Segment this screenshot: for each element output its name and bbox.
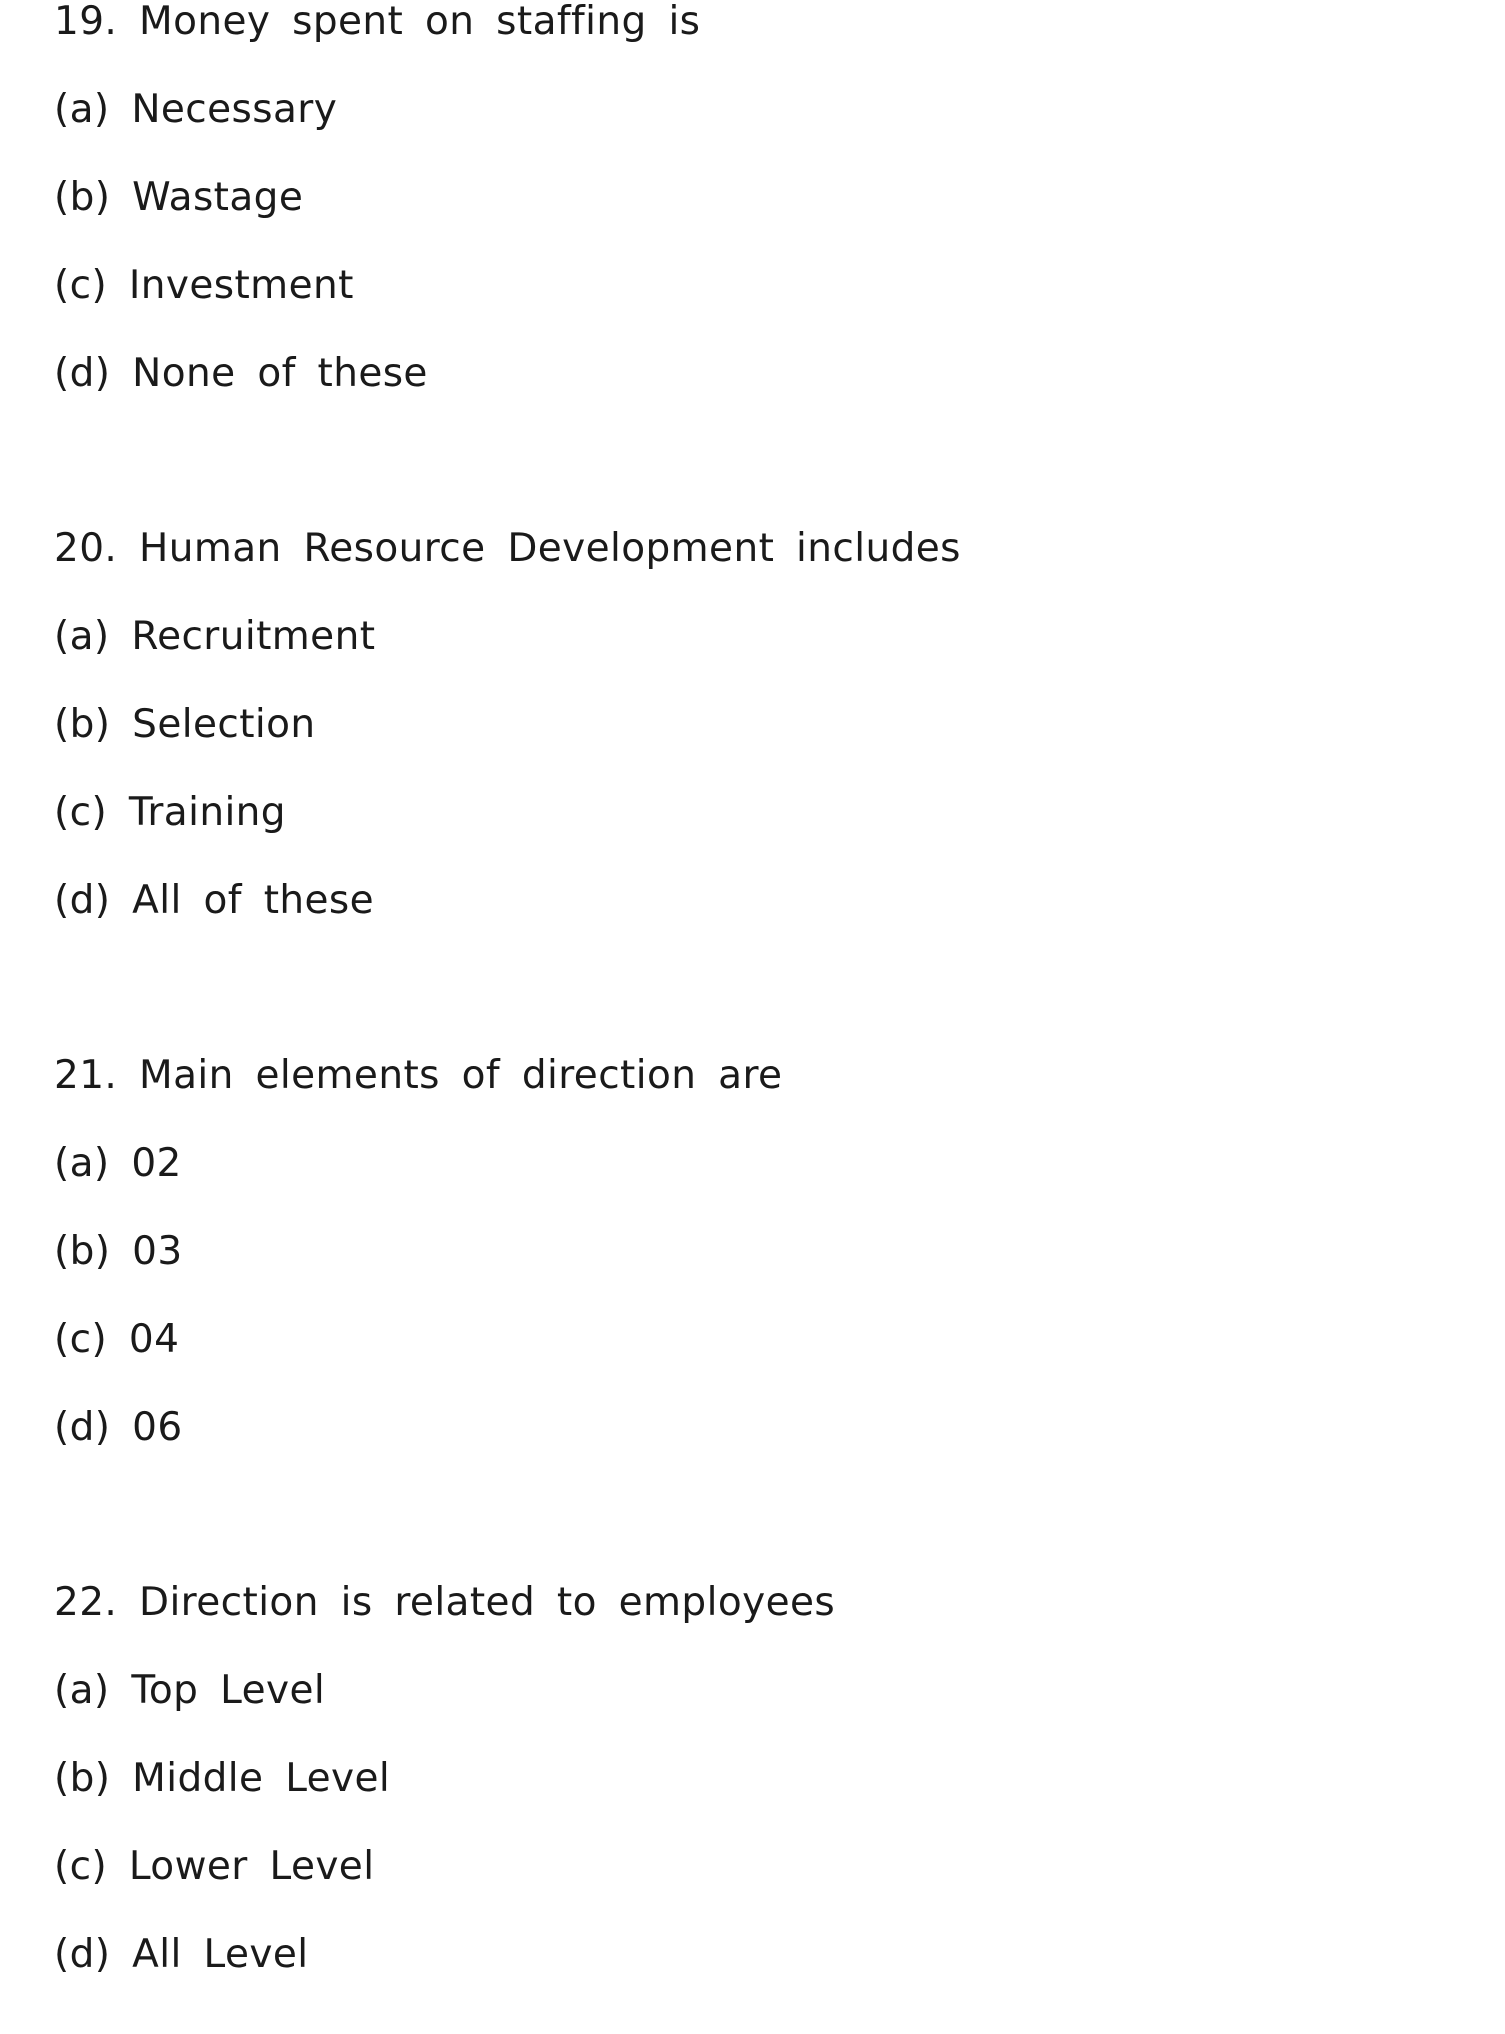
question-21 (54, 1048, 1454, 1488)
option-a: (a) Recruitment (54, 614, 376, 659)
option-a: (a) Top Level (54, 1668, 326, 1713)
question-stem: 20. Human Resource Development includes (54, 526, 961, 571)
option-b: (b) Middle Level (54, 1756, 391, 1801)
option-c: (c) Lower Level (54, 1844, 375, 1889)
question-20 (54, 521, 1454, 961)
question-stem: 21. Main elements of direction are (54, 1053, 783, 1098)
option-c: (c) Investment (54, 263, 354, 308)
option-d: (d) All Level (54, 1932, 309, 1977)
option-b: (b) 03 (54, 1229, 183, 1274)
option-d: (d) 06 (54, 1405, 183, 1450)
question-19 (54, 0, 1454, 434)
question-22 (54, 1575, 1454, 2015)
option-d: (d) None of these (54, 351, 428, 396)
option-d: (d) All of these (54, 878, 375, 923)
option-a: (a) 02 (54, 1141, 182, 1186)
option-b: (b) Selection (54, 702, 316, 747)
option-a: (a) Necessary (54, 87, 338, 132)
option-c: (c) Training (54, 790, 286, 835)
option-c: (c) 04 (54, 1317, 180, 1362)
question-stem: 22. Direction is related to employees (54, 1580, 836, 1625)
option-b: (b) Wastage (54, 175, 304, 220)
question-stem: 19. Money spent on staffing is (54, 0, 701, 44)
